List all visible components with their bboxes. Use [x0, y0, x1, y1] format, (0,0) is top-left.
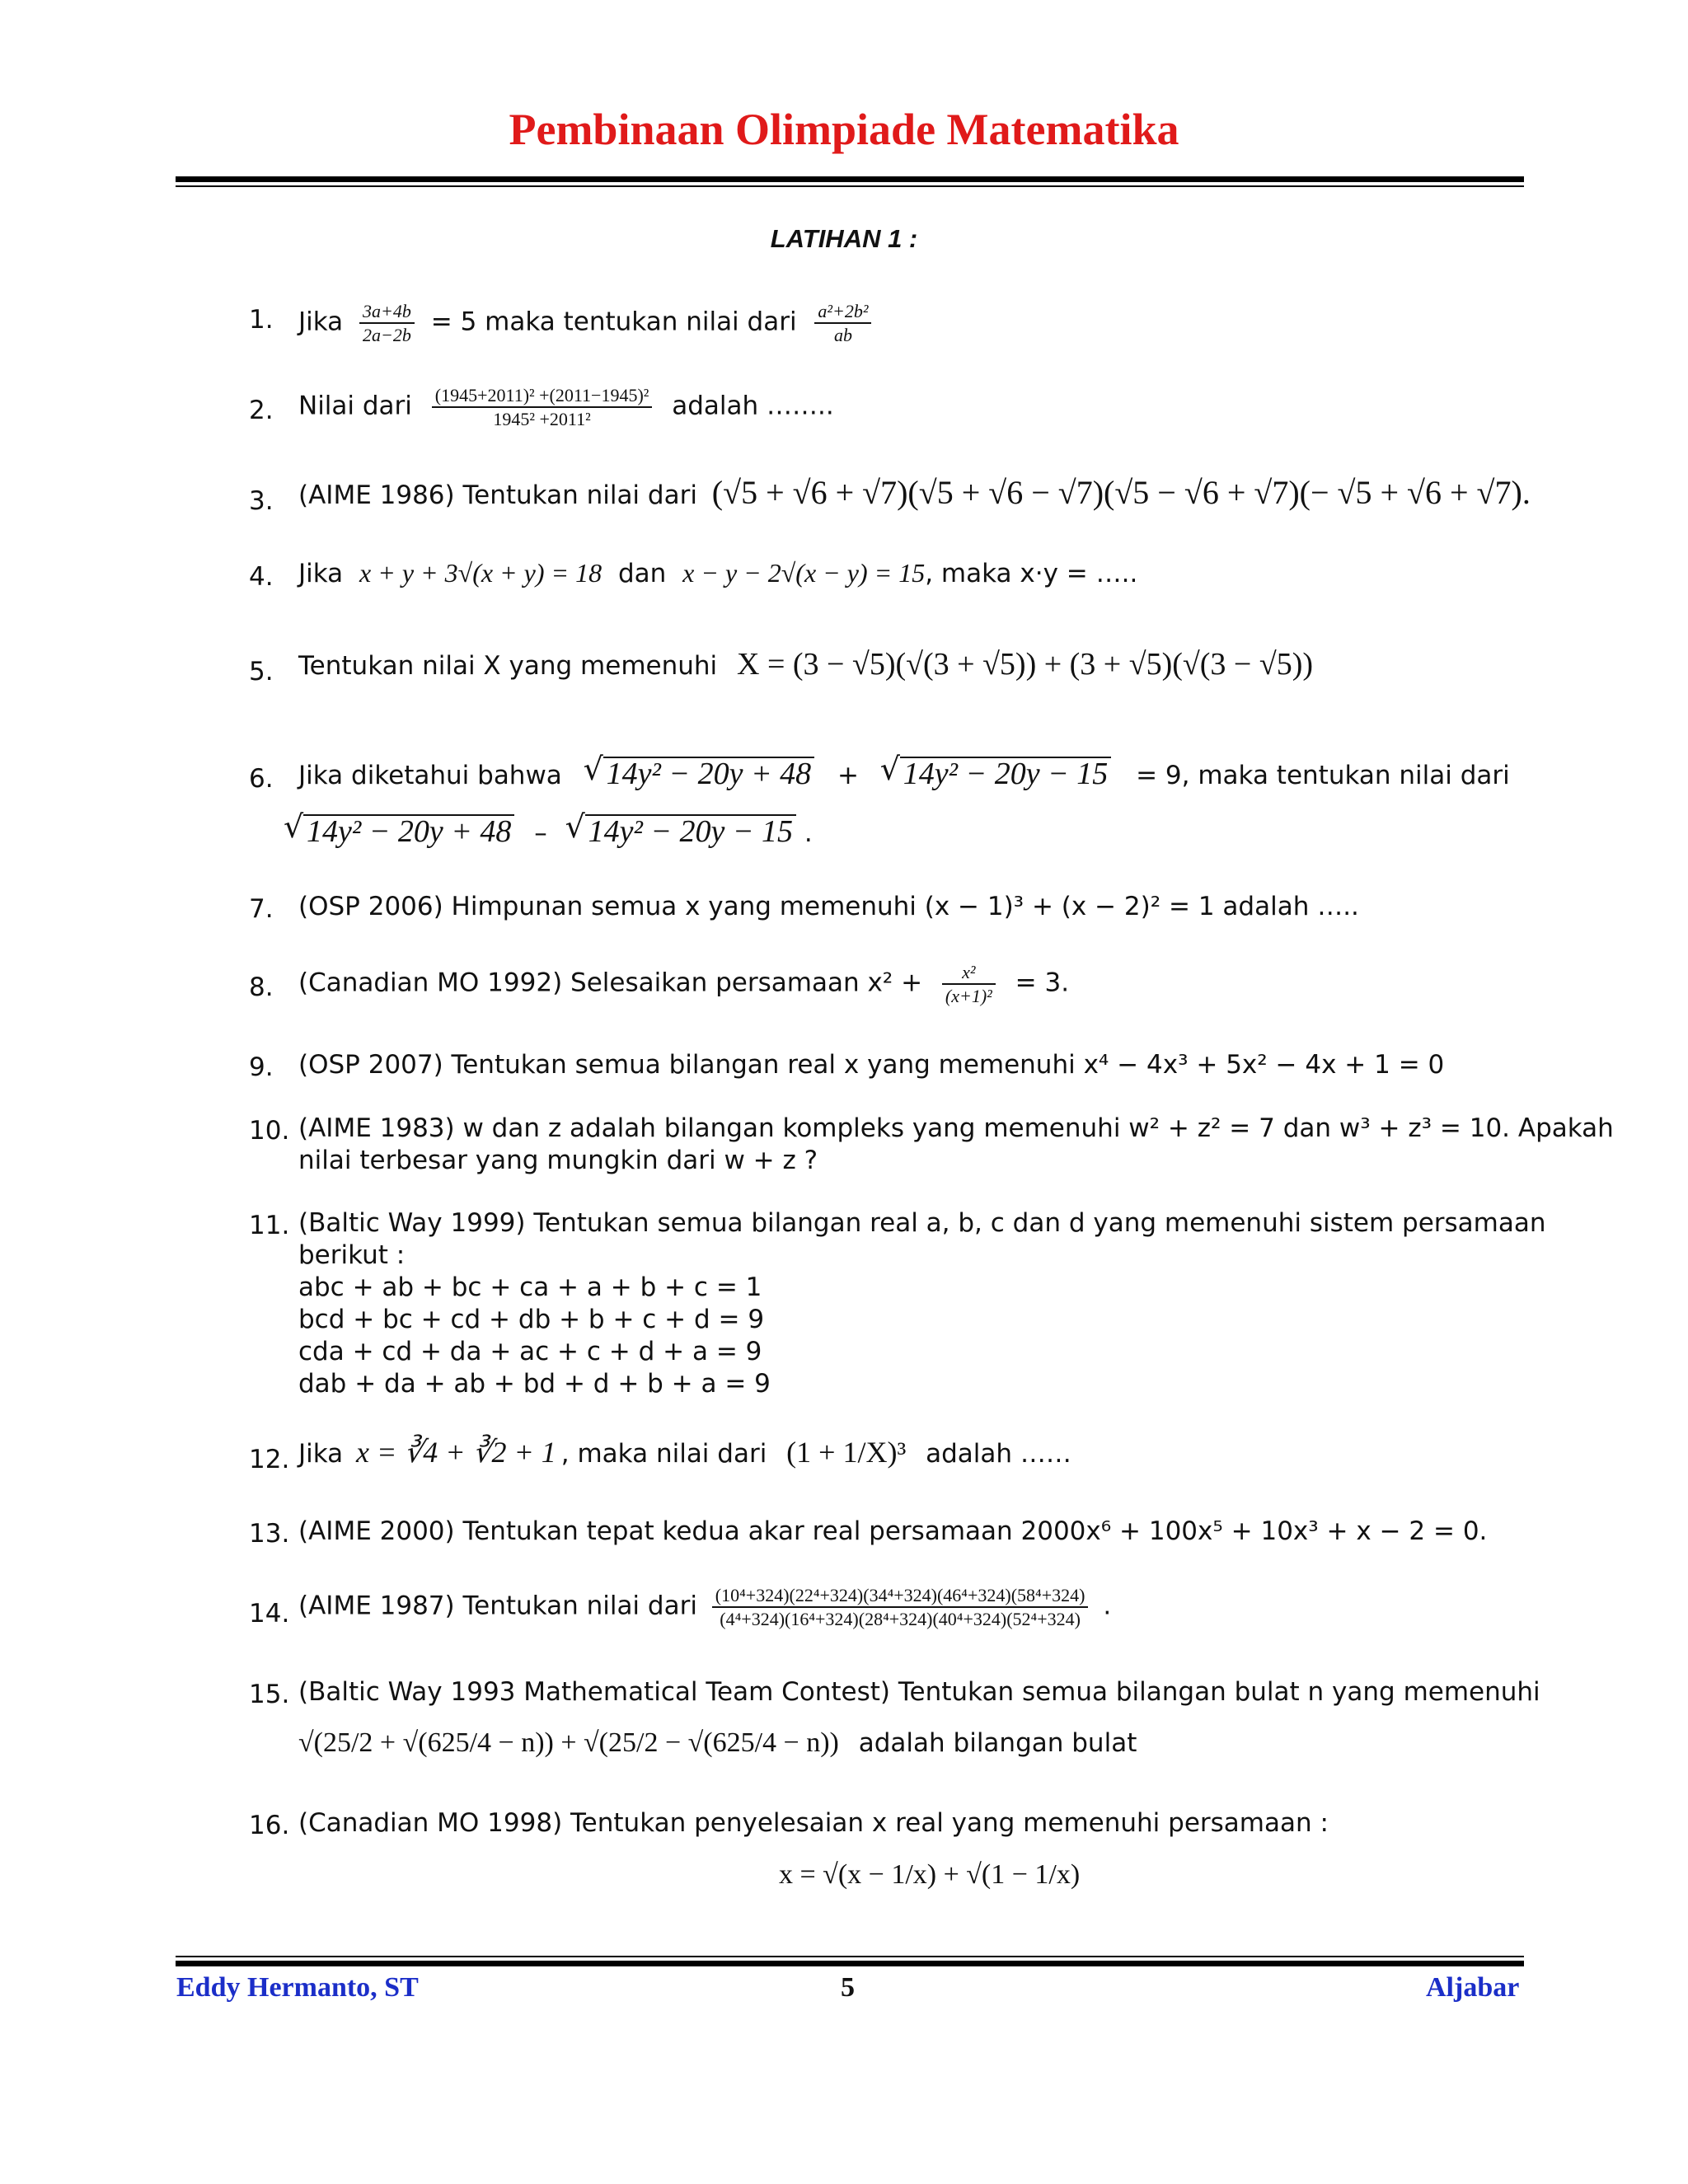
problem-number: 10.: [249, 1116, 290, 1146]
section-title: LATIHAN 1 :: [770, 224, 918, 253]
equation: bcd + bc + cd + db + b + c + d = 9: [298, 1305, 765, 1334]
problem-8: (Canadian MO 1992) Selesaikan persamaan x² + $\frac{\text{x²}}{\text{(x+1)²}}$ = 3.: [298, 962, 1070, 1007]
problem-16: (Canadian MO 1998) Tentukan penyelesaian x real yang memenuhi persamaan :: [298, 1808, 1329, 1838]
problem-1: Jika $\frac{3a+4b}{2a-2b}$ = 5 maka tentukan nilai dari $\frac{\text{a²+2b²}}{ab}$: [298, 302, 871, 344]
problem-6: Jika diketahui bahwa √ 14y² − 20y + 48 + √ 14y² − 20y − 15 = 9, maka tentukan nilai dari: [298, 757, 1523, 792]
problem-6-line2: √ 14y² − 20y + 48 – √ 14y² − 20y − 15 .: [280, 814, 813, 850]
problem-number: 5.: [249, 657, 274, 687]
problem-number: 14.: [249, 1599, 290, 1629]
page-header-title: Pembinaan Olimpiade Matematika: [509, 105, 1179, 154]
equation: cda + cd + da + ac + c + d + a = 9: [298, 1337, 762, 1366]
problem-3: (AIME 1986) Tentukan nilai dari (√5 + √6 + √7)(√5 + √6 − √7)(√5 − √6 + √7)(− √5 + √6 + √7).: [298, 474, 1531, 511]
footer-rule-thin: [176, 1956, 1524, 1957]
problem-number: 15.: [249, 1680, 290, 1709]
problem-number: 6.: [249, 764, 274, 794]
problem-10: (AIME 1983) w dan z adalah bilangan kompleks yang memenuhi w² + z² = 7 dan w³ + z³ = 10. Apakah nilai terbesar yang mungkin dari w + z ?: [298, 1113, 1614, 1175]
problem-9: (OSP 2007) Tentukan semua bilangan real x yang memenuhi x⁴ − 4x³ + 5x² − 4x + 1 = 0: [298, 1050, 1445, 1080]
problem-12: Jika x = ∛4 + ∛2 + 1 , maka nilai dari (1 + 1/X)³ adalah ……: [298, 1436, 1071, 1469]
equation: abc + ab + bc + ca + a + b + c = 1: [298, 1272, 762, 1302]
problem-16-equation: x = √(x − 1/x) + √(1 − 1/x): [779, 1859, 1081, 1890]
problem-number: 3.: [249, 486, 274, 516]
problem-number: 2.: [249, 396, 274, 425]
problem-11: (Baltic Way 1999) Tentukan semua bilangan real a, b, c dan d yang memenuhi sistem persamaan berikut : abc + ab + bc + ca + a + b + c = 1 bcd + bc + cd + db + b + c + d = 9 cda + cd + da + ac + c + d + a = 9 dab + da + ab + bd + d + b + a = 9: [298, 1208, 1546, 1399]
problem-14: (AIME 1987) Tentukan nilai dari $\frac{\text{(10⁴+324)(22⁴+324)(34⁴+324)(46⁴+324)(58⁴+324)}}{\text{(4⁴+324)(16⁴+324)(28⁴+324)(40⁴+324)(52⁴+324)}}$ .: [298, 1585, 1112, 1630]
problem-number: 9.: [249, 1052, 274, 1082]
footer-subject: Aljabar: [1426, 1972, 1520, 2003]
problem-number: 7.: [249, 894, 274, 924]
footer-page-number: 5: [841, 1972, 855, 2003]
header-rule-thin: [176, 185, 1524, 187]
footer-author: Eddy Hermanto, ST: [176, 1972, 419, 2003]
problem-number: 1.: [249, 305, 274, 335]
problem-number: 16.: [249, 1811, 290, 1840]
problem-number: 8.: [249, 972, 274, 1002]
problem-2: Nilai dari $\frac{\text{(1945+2011)² +(2011−1945)²}}{\text{1945² +2011²}}$ adalah ……..: [298, 385, 834, 430]
equation: dab + da + ab + bd + d + b + a = 9: [298, 1369, 771, 1399]
problem-15: (Baltic Way 1993 Mathematical Team Contest) Tentukan semua bilangan bulat n yang memenuhi √(25/2 + √(625/4 − n)) + √(25/2 − √(625/4 − n)) adalah bilangan bulat: [298, 1677, 1540, 1758]
problem-number: 11.: [249, 1211, 290, 1240]
problem-13: (AIME 2000) Tentukan tepat kedua akar real persamaan 2000x⁶ + 100x⁵ + 10x³ + x − 2 = 0.: [298, 1516, 1488, 1546]
footer-rule-thick: [176, 1961, 1524, 1966]
header-rule-thick: [176, 176, 1524, 182]
problem-number: 4.: [249, 562, 274, 592]
problem-number: 13.: [249, 1519, 290, 1549]
problem-7: (OSP 2006) Himpunan semua x yang memenuhi (x − 1)³ + (x − 2)² = 1 adalah …..: [298, 892, 1359, 921]
problem-4: Jika x + y + 3√(x + y) = 18 dan x − y − 2√(x − y) = 15, maka x⋅y = …..: [298, 558, 1138, 588]
problem-5: Tentukan nilai X yang memenuhi X = (3 − √5)(√(3 + √5)) + (3 + √5)(√(3 − √5)): [298, 647, 1314, 682]
problem-number: 12.: [249, 1445, 290, 1474]
